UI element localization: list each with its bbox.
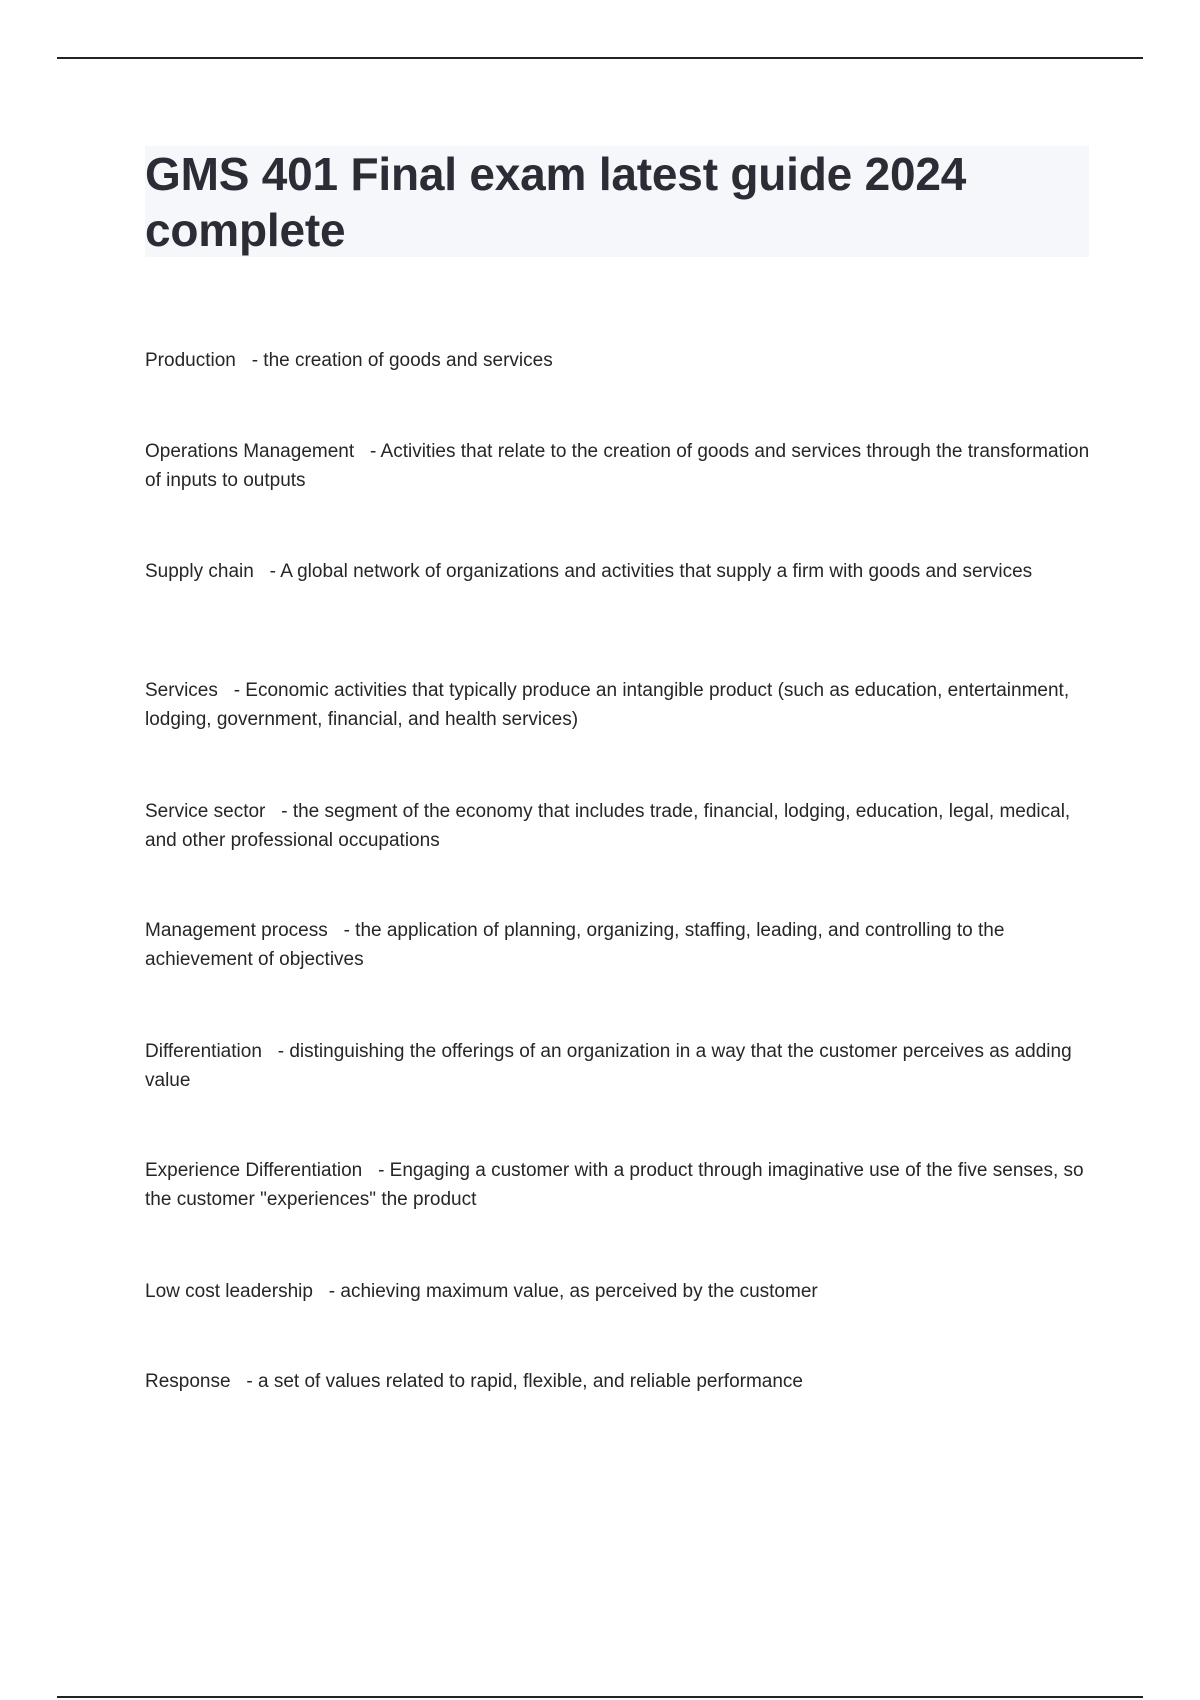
glossary-entry [145,916,1095,974]
entry-definition: - the creation of goods and services [251,350,553,371]
entry-term: Differentiation [145,1041,262,1062]
entry-term: Management process [145,920,328,941]
entry-definition: - Activities that relate to the creation of goods and services through the transformation of inputs to outputs [145,441,1090,491]
bottom-rule [57,1696,1143,1698]
entry-definition: - A global network of organizations and activities that supply a firm with goods and services [269,561,1033,582]
entry-definition: - achieving maximum value, as perceived by the customer [328,1281,818,1302]
entry-definition: - distinguishing the offerings of an organization in a way that the customer perceives as adding value [145,1041,1072,1091]
page-title: GMS 401 Final exam latest guide 2024 complete [145,148,967,256]
glossary-entry [145,437,1095,495]
entry-term: Experience Differentiation [145,1160,363,1181]
glossary-entry [145,797,1095,855]
entry-definition: - the segment of the economy that includes trade, financial, lodging, education, legal, medical, and other professional occupations [145,801,1071,851]
entry-definition: - the application of planning, organizing, staffing, leading, and controlling to the achievement of objectives [145,920,1005,970]
glossary-entry [145,1367,1095,1396]
title-block [145,146,1089,257]
entry-term: Response [145,1371,231,1392]
entry-term: Supply chain [145,561,254,582]
glossary-entry [145,1277,1095,1306]
entry-definition: - a set of values related to rapid, flexible, and reliable performance [246,1371,803,1392]
glossary-entry [145,1156,1095,1214]
entry-term: Operations Management [145,441,355,462]
glossary-entry [145,346,1095,375]
glossary-entry [145,1037,1095,1095]
entry-definition: - Engaging a customer with a product through imaginative use of the five senses, so the customer "experiences" the product [145,1160,1084,1210]
entry-term: Services [145,680,218,701]
entry-term: Production [145,350,236,371]
glossary-entry [145,557,1095,586]
entry-definition: - Economic activities that typically produce an intangible product (such as education, entertainment, lodging, government, financial, and health services) [145,680,1070,730]
top-rule [57,57,1143,59]
entry-term: Service sector [145,801,266,822]
entry-term: Low cost leadership [145,1281,313,1302]
glossary-entry [145,676,1095,734]
